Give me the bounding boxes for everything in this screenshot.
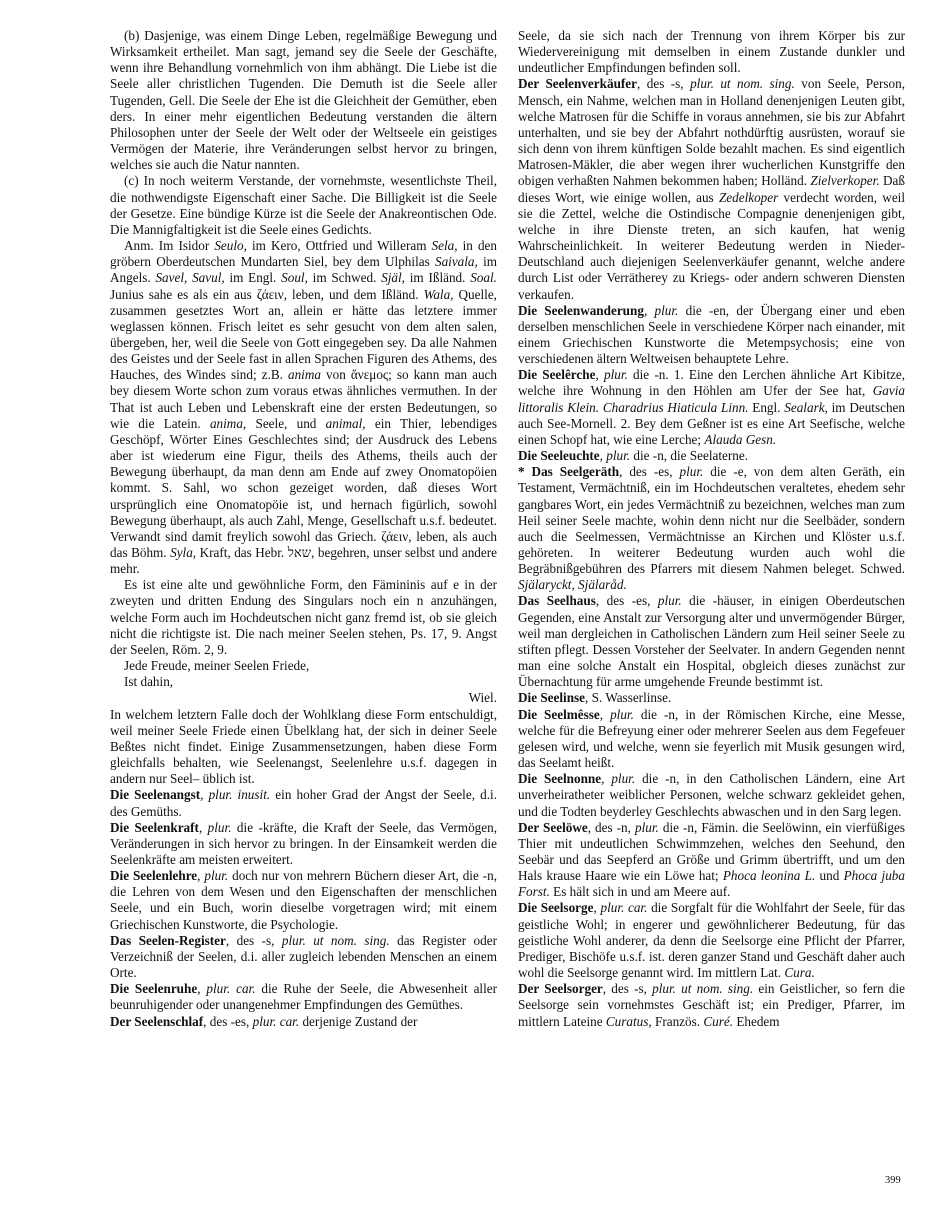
- text-run: ein Thier, lebendiges Geschöpf, Wörter Eines Geschlechtes sind; der Ausdruck des Lebens aber ist wiederum eine Figur, theils des Athems, theils auch der Bewegung überhaupt, da man denn am Ende auf zwey Onomatopöien kommt. S. Sahl, wo schon gezeiget worden, daß dieses Wort ursprünglich eine Onomatopöie ist, und hernach figürlich, sowohl Bewegung überhaupt, als auch Zahl, Menge, Gesellschaft u.s.f. bedeutet. Verwandt sind damit freylich sowohl das Griech. ζάειν, leben, als auch das Böhm.: [110, 415, 498, 560]
- text-run: im Deutschen auch See-Mornell. 2. Bey dem Geßner ist es eine Art Seefische, welche einen Schopf hat, wie eine Lerche;: [518, 399, 905, 447]
- headword: Der Seelenschlaf: [110, 1013, 204, 1029]
- italic-text: plur. ut nom. sing.: [652, 981, 754, 997]
- text-run: in den gröbern Oberdeutschen Mundarten Siel, bey dem Ulphilas: [110, 238, 497, 270]
- italic-text: Gavia littoralis Klein. Charadrius Hiaticula Linn.: [518, 383, 905, 415]
- text-run: im Ißländ.: [404, 270, 471, 286]
- headword: Der Seelenverkäufer: [518, 76, 637, 92]
- text-run: ,: [599, 448, 607, 464]
- italic-text: Sela,: [431, 238, 458, 254]
- dictionary-entry: [518, 820, 905, 901]
- italic-text: animal,: [325, 415, 366, 431]
- italic-text: plur.: [207, 819, 232, 835]
- text-run: , des -s,: [225, 932, 282, 948]
- italic-text: Phoca leonina L.: [722, 868, 816, 884]
- text-run: , des -es,: [619, 464, 680, 480]
- text-run: die -n, die Seelaterne.: [630, 448, 748, 464]
- dictionary-entry: [518, 981, 905, 1029]
- text-run: die Ruhe der Seele, die Abwesenheit aller beunruhigender oder unangenehmer Empfindungen des Gemüthes.: [110, 981, 498, 1013]
- paragraph: [110, 577, 497, 658]
- italic-text: Soul,: [281, 270, 308, 286]
- text-run: , des -es,: [595, 593, 658, 609]
- text-run: ,: [200, 787, 209, 803]
- text-run: die -n, Fämin. die Seelöwinn, ein vierfüßiges Thier mit undeutlichen Schwimmzehen, welches den Seehund, den Seebär und das Seepferd an Größe und Grimm übertrifft, und um den Hals krause Haare wie ein Löwe hat;: [518, 819, 905, 884]
- italic-text: plur. ut nom. sing.: [690, 76, 795, 92]
- text-run: ein hoher Grad der Angst der Seele, d.i. des Gemüths.: [110, 787, 497, 819]
- headword: Das Seelen-Register: [110, 932, 226, 948]
- italic-text: plur.: [606, 448, 631, 464]
- italic-text: Curatus,: [605, 1013, 652, 1029]
- italic-text: Sealark,: [784, 399, 828, 415]
- text-run: die -häuser, in einigen Oberdeutschen Gegenden, eine Anstalt zur Versorgung alter und unvermögender Bürger, weil man dergleichen in Catholischen Ländern zum Heil seiner Seele zu stiften pflegt. Dessen Vorsteher der Seelvater. In andern Gegenden nennt man eine solche Anstalt ein Hospital, obgleich dieses zunächst zur Übernachtung für arme umgehende Freunde bestimmt ist.: [518, 593, 905, 690]
- italic-text: Syla,: [170, 545, 197, 560]
- dictionary-entry: [518, 771, 905, 819]
- text-run: von ἄνεμος; so kann man auch bey diesem Worte schon zum voraus etwas ähnliches vermuthen. In der That ist auch Leben und Lebenskraft eine der ersten Bedeutungen, so wie die Latein.: [110, 367, 498, 431]
- page-number: 399: [885, 1175, 901, 1186]
- italic-text: plur.: [611, 771, 636, 787]
- text-run: (b) Dasjenige, was einem Dinge Leben, regelmäßige Bewegung und Wirksamkeit ertheilet. Man sagt, jemand sey die Seele der Geschäfte, wenn ihre Behandlung vornehmlich von ihm abhängt. Die Liebe ist die Seele aller christlichen Tugenden. Die Demuth ist die Seele aller Tugenden, Gell. Die Seele der Ehe ist die Gleichheit der Gemüther, eben ders. In einer mehr eigentlichen Bedeutung verstanden die ältern Philosophen unter der Seele der Welt oder der Weltseele ein geistiges Vermögen der Materie, ihre Veränderungen selbst hervor zu bringen, welches sie auch die Natur nannten.: [110, 28, 497, 173]
- headword: Die Seelenlehre: [110, 868, 198, 884]
- headword: Die Seeleuchte: [518, 448, 600, 464]
- text-run: Engl.: [748, 399, 785, 415]
- text-run: Kraft, das Hebr. שאל, begehren, unser selbst und andere mehr.: [110, 545, 497, 577]
- text-run: im Schwed.: [307, 270, 382, 286]
- headword: Der Seelsorger: [518, 981, 603, 997]
- text-run: , des -es,: [203, 1013, 253, 1029]
- text-run: ,: [593, 900, 601, 916]
- text-run: die -n. 1. Eine den Lerchen ähnliche Art Kibitze, welche ihre Wohnung in den Höhlen am Ufer der See hat,: [518, 367, 905, 399]
- left-column: [110, 28, 497, 1030]
- text-run: Anm. Im Isidor: [124, 238, 215, 254]
- paragraph: [518, 28, 905, 76]
- text-run: Daß dieses Wort, wie einige wollen, aus: [518, 173, 905, 205]
- italic-text: Curé.: [703, 1013, 734, 1029]
- italic-text: plur. ut nom. sing.: [281, 932, 390, 948]
- dictionary-entry: [110, 933, 497, 981]
- headword: Das Seelhaus: [518, 593, 596, 609]
- text-run: die -n, in den Catholischen Ländern, eine Art unverheiratheter weiblicher Personen, welche schwarz gekleidet gehen, und die Todten beyderley Geschlechts abwaschen und in den Sarg legen.: [518, 771, 906, 819]
- text-run: , des -n,: [587, 819, 635, 835]
- dictionary-entry: [110, 820, 497, 868]
- headword: Die Seelnonne: [518, 771, 602, 787]
- dictionary-entry: [110, 1014, 497, 1030]
- headword: Die Seelêrche: [518, 367, 596, 383]
- text-run: Es hält sich in und am Meere auf.: [549, 884, 731, 900]
- text-run: im Kero, Ottfried und Willeram: [246, 238, 432, 254]
- italic-text: plur. car.: [206, 981, 256, 997]
- text-run: , des -s,: [602, 981, 653, 997]
- dictionary-entry: [518, 303, 905, 368]
- italic-text: Cura.: [784, 965, 815, 981]
- right-column: [518, 28, 905, 1030]
- italic-text: anima,: [209, 415, 247, 431]
- italic-text: Zedelkoper: [718, 189, 779, 205]
- headword: Die Seelenkraft: [110, 819, 199, 835]
- text-run: In welchem letztern Falle doch der Wohlklang diese Form entschuldigt, weil meiner Seele Friede einen Übelklang hat, der sich in deiner Seele Beßtes nicht findet. Einige Zusammensetzungen, haben diese Form gleichfalls behalten, wie Seelenangst, Seelenlehre u.s.f. dagegen in andern nur Seel– üblich ist.: [110, 706, 497, 787]
- text-run: doch nur von mehrern Büchern dieser Art, die -n, die Lehren von dem Wesen und den Eigenschaften der menschlichen Seele, und ein Buch, worin dieselbe vorgetragen wird; mit einem Griechischen Kunstworte, die Psychologie.: [110, 868, 497, 932]
- italic-text: plur.: [204, 868, 229, 884]
- text-run: ,: [643, 302, 655, 318]
- headword: Die Seelenruhe: [110, 981, 198, 997]
- headword: Die Seelenangst: [110, 787, 201, 803]
- text-run: von Seele, Person, Mensch, ein Nahme, welchen man in Holland denenjenigen Leuten gibt, welche Matrosen für die Schiffe in voraus annehmen, sie bis zur Abfahrt unterhalten, und sie bey der Abfahrt nothdürftig ausrüsten, worauf sie sich denn von ihrem künftigen Solde bezahlt machen. Es sind eigentlich Matrosen-Mäkler, die aber wegen ihrer wucherlichen Kunstgriffe den obigen verhaßten Nahmen bekommen haben; Holländ.: [518, 76, 905, 189]
- text-run: derjenige Zustand der: [299, 1013, 418, 1029]
- text-run: die -kräfte, die Kraft der Seele, das Vermögen, Veränderungen in sich hervor zu bringen. In der Einsamkeit werden die Seelenkräfte am meisten erweitert.: [110, 819, 497, 867]
- dictionary-entry: [518, 448, 905, 464]
- italic-text: plur.: [654, 302, 679, 318]
- verse-line: [110, 658, 497, 674]
- text-run: ,: [198, 819, 208, 835]
- text-run: Junius sahe es als ein aus ζάειν, leben, und dem Ißländ.: [110, 286, 424, 302]
- text-run: , des -s,: [637, 76, 691, 92]
- italic-text: plur. car.: [252, 1013, 300, 1029]
- headword: Die Seelsorge: [518, 900, 594, 916]
- italic-text: plur.: [610, 706, 634, 722]
- italic-text: anima: [287, 367, 321, 383]
- text-run: Es ist eine alte und gewöhnliche Form, den Fämininis auf e in der zweyten und dritten Endung des Singulars noch ein n anzuhängen, welche Form auch im Hochdeutschen nicht ganz fremd ist, ob sie gleich nicht die richtigste ist. Die nach meiner Seelen stehen, Ps. 17, 9. Angst der Seelen, Röm. 2, 9.: [110, 577, 497, 657]
- paragraph: [110, 173, 497, 238]
- dictionary-entry: [110, 981, 497, 1013]
- dictionary-entry: [518, 707, 905, 772]
- text-run: Französ.: [651, 1013, 704, 1029]
- verse-line: [110, 674, 497, 690]
- text-run: die Sorgfalt für die Wohlfahrt der Seele, für das geistliche Wohl; in engerer und gewöhnlicherer Bedeutung, für das geistliche Wohl anderer, da denn die Seelsorge eine Pflicht der Pfarrer, Prediger, Bischöfe u.s.f. ist. deren ganzer Stand und Geschäft daher auch wohl die Seelsorge genannt wird. Im mittlern Lat.: [518, 900, 905, 981]
- text-run: ,: [197, 981, 207, 997]
- italic-text: Wala,: [423, 286, 454, 302]
- headword: Die Seelinse: [518, 690, 586, 706]
- paragraph: [110, 28, 497, 173]
- italic-text: Soal.: [470, 270, 497, 286]
- paragraph: [110, 707, 497, 788]
- italic-text: Själ,: [381, 270, 405, 286]
- text-run: im Engl.: [224, 270, 282, 286]
- italic-text: Seulo,: [214, 238, 247, 254]
- text-run: im Angels.: [110, 254, 497, 286]
- text-run: die -n, in der Römischen Kirche, eine Messe, welche für die Befreyung einer oder mehrerer Seelen aus dem Fegefeuer gelesen wird, und welche, wenn sie feyerlich mit Musik gesungen wird, das Seelamt heißt.: [518, 706, 906, 771]
- headword: Die Seelenwanderung: [518, 302, 644, 318]
- text-run: Quelle, zusammen gesetztes Wort an, allein er hätte das letztere immer weglassen können. Frisch leitet es sehr gesucht von dem alten salen, übergeben, her, weil die Seele von Gott eingegeben sey. Da alle Nahmen des Geistes und der Seele fast in allen Sprachen Figuren des Athems, des Hauches, des Windes sind; z.B.: [110, 286, 497, 383]
- text-run: ,: [601, 771, 612, 787]
- italic-text: plur.: [603, 367, 628, 383]
- dictionary-entry: [518, 593, 905, 690]
- text-run: ,: [197, 868, 205, 884]
- italic-text: Savel, Savul,: [155, 270, 225, 286]
- italic-text: Zielverkoper.: [810, 173, 880, 189]
- headword: Die Seelmêsse: [518, 706, 600, 722]
- paragraph: [110, 238, 497, 577]
- text-run: Seele, und: [246, 415, 326, 431]
- dictionary-entry: [518, 76, 905, 302]
- text-run: Ehedem: [733, 1013, 780, 1029]
- dictionary-entry: [518, 464, 905, 593]
- italic-text: Saivala,: [434, 254, 478, 270]
- text-run: , S. Wasserlinse.: [585, 690, 672, 706]
- text-run: ein Geistlicher, so fern die Seelsorge sein vornehmstes Geschäft ist; ein Prediger, Pfarrer, im mittlern Lateine: [518, 981, 905, 1029]
- text-run: Ist dahin,: [124, 674, 174, 690]
- dictionary-entry: [518, 367, 905, 448]
- text-run: Seele, da sie sich nach der Trennung von ihrem Körper bis zur Wiedervereinigung mit demselben in einem Zustande dunkler und undeutlicher Empfindungen befinden soll.: [518, 28, 905, 76]
- text-run: ,: [595, 367, 604, 383]
- italic-text: Alauda Gesn.: [704, 431, 777, 447]
- text-run: (c) In noch weiterm Verstande, der vornehmste, wesentlichste Theil, die nothwendigste Eigenschaft einer Sache. Die Billigkeit ist die Seele der Gesetze. Eine bündige Kürze ist die Seele der Anakreontischen Ode. Die Mannigfaltigkeit ist die Seele eines Gedichts.: [110, 173, 497, 237]
- text-run: die -e, von dem alten Geräth, ein Testament, Vermächtniß, ein im Hochdeutschen veraltetes, ehedem sehr gangbares Wort, ein jedes Vermächtniß zu bezeichnen, welches man zum Heil seiner Seele machte, wohin denn nicht nur die Seelbäder, sondern auch die Seelmessen, Vermächtnisse an Kirchen und Klöster u.s.f. gehöreten. In weiterer Bedeutung wurden auch wohl die Begräbnißgebühren des Pfarrers mit diesem Nahmen beleget. Schwed.: [518, 464, 906, 577]
- text-run: ,: [599, 706, 611, 722]
- dictionary-entry: [518, 690, 905, 706]
- text-run: Wiel.: [468, 690, 497, 706]
- italic-text: Själaryckt, Själaråd.: [518, 577, 627, 593]
- headword: Der Seelöwe: [518, 819, 588, 835]
- dictionary-entry: [110, 787, 497, 819]
- italic-text: plur. inusit.: [208, 787, 271, 803]
- italic-text: plur. car.: [600, 900, 648, 916]
- dictionary-entry: [518, 900, 905, 981]
- italic-text: plur.: [679, 464, 704, 480]
- text-run: Jede Freude, meiner Seelen Friede,: [124, 658, 310, 674]
- text-run: und: [815, 868, 844, 884]
- dictionary-entry: [110, 868, 497, 933]
- text-run: das Register oder Verzeichniß der Seelen, d.i. aller zugleich lebenden Menschen an einem Orte.: [110, 932, 497, 981]
- italic-text: Phoca juba Forst.: [518, 868, 905, 900]
- text-run: verdecht worden, weil sie die Zettel, welche die Ostindische Compagnie denenjenigen gibt, welche in ihre Dienste treten, an sich kaufen, hat wenig Wahrscheinlichkeit. In weiterer Bedeutung werden in Nieder-Deutschland auch diejenigen Seelenverkäufer genannt, welche andere durch List oder Verrätherey zu Kriegs- oder andern schweren Diensten verkaufen.: [518, 189, 905, 302]
- verse-attribution: [110, 690, 497, 706]
- italic-text: plur.: [657, 593, 682, 609]
- italic-text: plur.: [635, 819, 659, 835]
- headword: * Das Seelgeräth: [518, 464, 620, 480]
- text-run: die -en, der Übergang einer und eben derselben menschlichen Seele in verschiedene Körper nach einander, mit einem Griechischen Kunstworte die Metempsychosis; eine von verschiedenen ältern Weltweisen behauptete Lehre.: [518, 302, 906, 367]
